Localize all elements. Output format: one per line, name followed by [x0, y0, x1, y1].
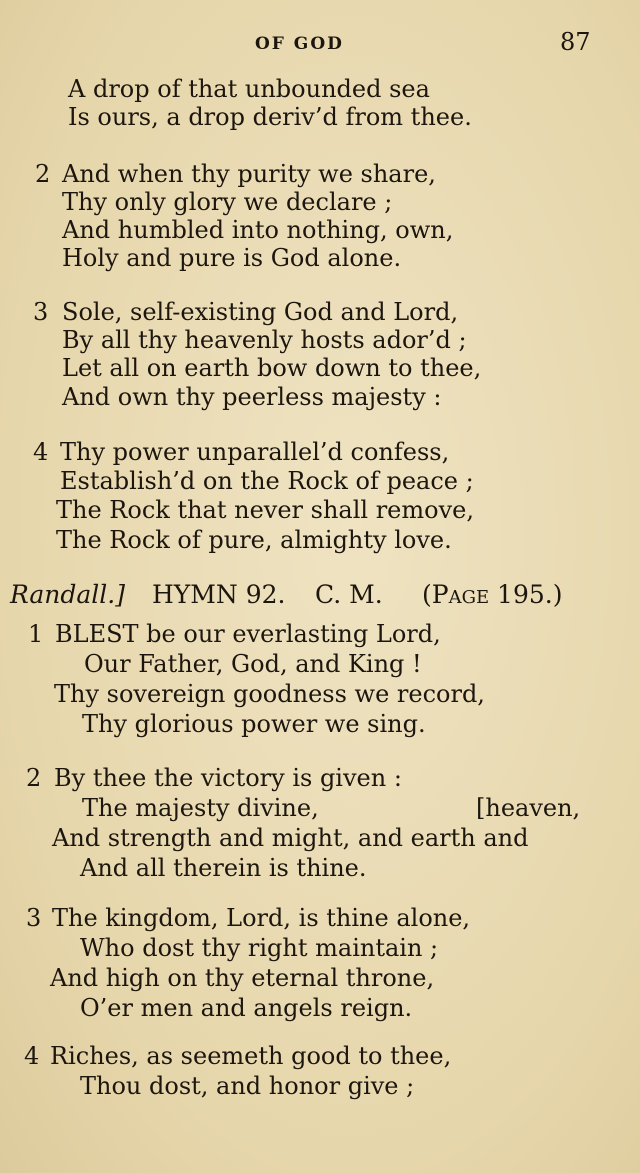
verse-line: And all therein is thine. — [80, 854, 367, 882]
running-title: OF GOD — [255, 34, 344, 54]
verse-number: 3 — [26, 904, 42, 932]
verse-line: And when thy purity we share, — [62, 160, 436, 188]
verse-line: Let all on earth bow down to thee, — [62, 354, 482, 382]
verse-number: 1 — [28, 620, 44, 648]
hymn-title: HYMN 92. — [152, 580, 286, 609]
verse-line: Our Father, God, and King ! — [84, 650, 422, 678]
page-header — [0, 28, 640, 68]
verse-line: By thee the victory is given : — [54, 764, 402, 792]
verse-line: Is ours, a drop deriv’d from thee. — [68, 103, 472, 131]
hymn-meter: C. M. — [315, 580, 383, 609]
verse-line: Thy only glory we declare ; — [62, 188, 393, 216]
page-reference: (Page 195.) — [422, 580, 563, 609]
verse-number: 2 — [26, 764, 42, 792]
verse-line: Establish’d on the Rock of peace ; — [60, 467, 474, 495]
verse-line: The Rock that never shall remove, — [56, 496, 474, 524]
verse-number: 2 — [35, 160, 51, 188]
verse-line: And strength and might, and earth and — [52, 824, 529, 852]
verse-line: O’er men and angels reign. — [80, 994, 413, 1022]
verse-number: 4 — [33, 438, 49, 466]
verse-line: And high on thy eternal throne, — [50, 964, 435, 992]
verse-line: Who dost thy right maintain ; — [80, 934, 439, 962]
verse-line: Sole, self-existing God and Lord, — [62, 298, 459, 326]
hymn-heading — [10, 580, 630, 614]
verse-number: 3 — [33, 298, 49, 326]
verse-line: Thy sovereign goodness we record, — [54, 680, 485, 708]
verse-line: Thou dost, and honor give ; — [80, 1072, 415, 1100]
verse-line: And own thy peerless majesty : — [62, 383, 442, 411]
verse-line: A drop of that unbounded sea — [68, 75, 430, 103]
page-number: 87 — [560, 28, 591, 56]
verse-line: The Rock of pure, almighty love. — [56, 526, 452, 554]
verse-line: BLEST be our everlasting Lord, — [55, 620, 441, 648]
verse-line: Thy glorious power we sing. — [82, 710, 426, 738]
verse-line: Holy and pure is God alone. — [62, 244, 402, 272]
verse-line: The kingdom, Lord, is thine alone, — [52, 904, 471, 932]
tune-name: Randall.] — [10, 580, 126, 609]
verse-line: And humbled into nothing, own, — [62, 216, 454, 244]
carryover-word: [heaven, — [476, 794, 581, 822]
verse-number: 4 — [24, 1042, 40, 1070]
verse-line: Riches, as seemeth good to thee, — [50, 1042, 452, 1070]
verse-line: The majesty divine, — [82, 794, 319, 822]
verse-line: By all thy heavenly hosts ador’d ; — [62, 326, 467, 354]
verse-line: Thy power unparallel’d confess, — [60, 438, 450, 466]
